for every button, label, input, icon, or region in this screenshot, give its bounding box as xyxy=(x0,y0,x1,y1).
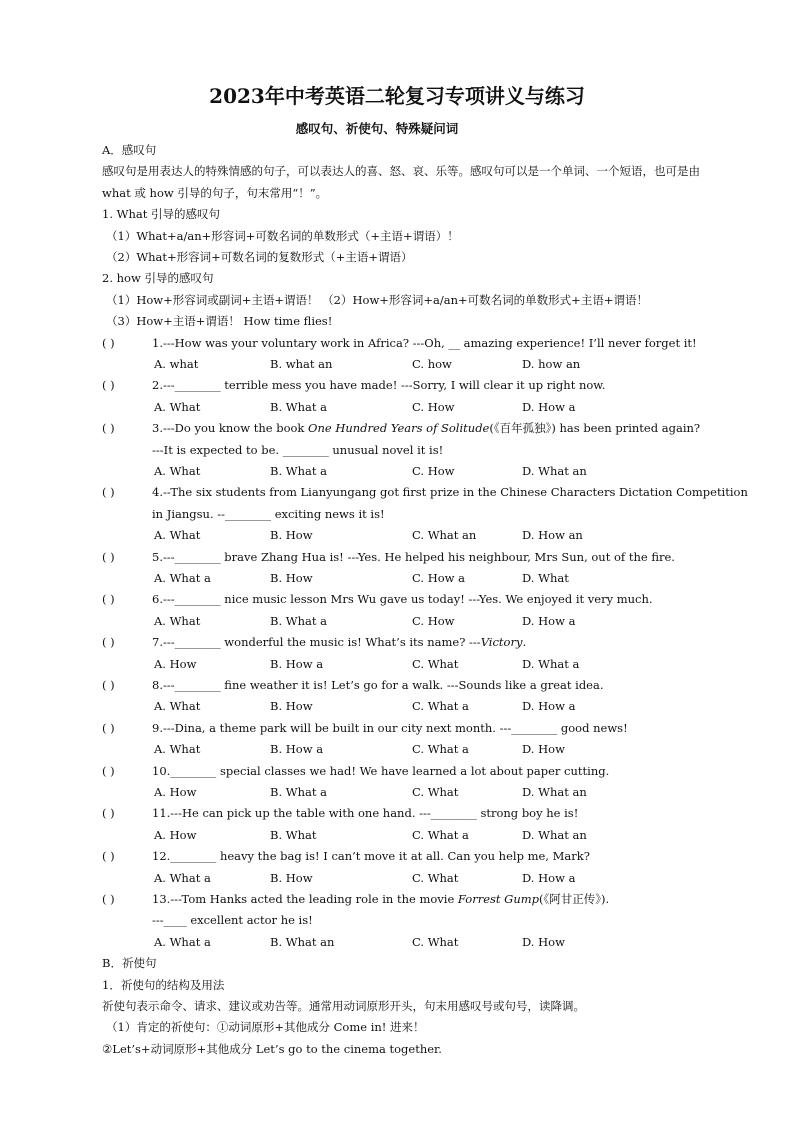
question-item xyxy=(102,846,722,889)
option-row xyxy=(102,525,722,546)
answer-option[interactable]: D. What a xyxy=(522,656,580,671)
answer-option[interactable]: D. How xyxy=(522,742,565,757)
option-row xyxy=(102,654,722,675)
question-number: 6. xyxy=(152,592,163,607)
question-number: 9. xyxy=(152,720,163,735)
question-continuation: ---It is expected to be. ________ unusual novel it is! xyxy=(152,442,444,457)
option-row xyxy=(102,696,722,717)
answer-option[interactable]: B. what an xyxy=(270,357,333,372)
answer-option[interactable]: D. How xyxy=(522,934,565,949)
answer-option[interactable]: D. How a xyxy=(522,699,576,714)
question-stem xyxy=(102,889,722,910)
question-text: ---Do you know the book xyxy=(162,421,309,436)
answer-option[interactable]: A. what xyxy=(154,357,199,372)
answer-option[interactable]: B. How xyxy=(270,870,313,885)
answer-option[interactable]: C. What xyxy=(412,656,459,671)
answer-option[interactable]: B. How a xyxy=(270,742,324,757)
question-stem xyxy=(102,482,748,503)
question-stem xyxy=(102,418,722,439)
question-stem xyxy=(102,632,722,653)
question-italic-title: Victory xyxy=(480,635,523,650)
answer-option[interactable]: B. How a xyxy=(270,656,324,671)
question-item xyxy=(102,675,722,718)
question-number: 1. xyxy=(152,335,163,350)
what-rule-2: （2）What+形容词+可数名词的复数形式（+主语+谓语） xyxy=(106,250,413,265)
answer-option[interactable]: A. How xyxy=(154,827,197,842)
answer-blank[interactable]: ( ) xyxy=(102,485,115,500)
question-text: ---Tom Hanks acted the leading role in the movie xyxy=(170,892,458,907)
answer-option[interactable]: A. What xyxy=(154,399,201,414)
answer-option[interactable]: D. how an xyxy=(522,357,581,372)
answer-blank[interactable]: ( ) xyxy=(102,549,115,564)
question-item xyxy=(102,547,722,590)
answer-option[interactable]: D. How a xyxy=(522,613,576,628)
answer-option[interactable]: D. What an xyxy=(522,827,587,842)
how-heading: 2. how 引导的感叹句 xyxy=(102,271,214,286)
question-stem xyxy=(102,547,722,568)
question-item xyxy=(102,589,722,632)
question-stem xyxy=(102,846,722,867)
option-row xyxy=(102,397,722,418)
answer-option[interactable]: D. What an xyxy=(522,785,587,800)
answer-blank[interactable]: ( ) xyxy=(102,421,115,436)
answer-blank[interactable]: ( ) xyxy=(102,635,115,650)
answer-blank[interactable]: ( ) xyxy=(102,678,115,693)
answer-option[interactable]: C. how xyxy=(412,357,452,372)
option-row xyxy=(102,611,722,632)
answer-option[interactable]: A. How xyxy=(154,785,197,800)
answer-option[interactable]: B. How xyxy=(270,528,313,543)
question-number: 8. xyxy=(152,678,163,693)
answer-option[interactable]: C. What a xyxy=(412,699,469,714)
question-item xyxy=(102,333,722,376)
question-stem xyxy=(102,761,722,782)
section-a-heading: A．感叹句 xyxy=(102,143,157,157)
question-stem xyxy=(102,375,722,396)
document-body xyxy=(102,140,748,1060)
question-text: ---He can pick up the table with one hand. ---________ strong boy he is! xyxy=(170,806,579,821)
answer-option[interactable]: A. How xyxy=(154,656,197,671)
page-title: 2023年中考英语二轮复习专项讲义与练习 xyxy=(209,84,585,108)
question-number: 4. xyxy=(152,485,163,500)
question-text: ---________ terrible mess you have made! ---Sorry, I will clear it up right now. xyxy=(162,378,606,393)
question-item xyxy=(102,803,722,846)
answer-option[interactable]: B. What a xyxy=(270,613,327,628)
answer-blank[interactable]: ( ) xyxy=(102,378,115,393)
question-text: ---________ wonderful the music is! What’s its name? --- xyxy=(162,635,481,650)
question-stem xyxy=(102,589,722,610)
answer-blank[interactable]: ( ) xyxy=(102,763,115,778)
section-b-rule-2: ②Let’s+动词原形+其他成分 Let’s go to the cinema together. xyxy=(102,1041,442,1056)
answer-option[interactable]: C. How a xyxy=(412,571,466,586)
answer-option[interactable]: C. What a xyxy=(412,827,469,842)
question-stem xyxy=(102,803,722,824)
answer-option[interactable]: A. What a xyxy=(154,870,211,885)
question-number: 13. xyxy=(152,892,171,907)
section-b-description: 祈使句表示命令、请求、建议或劝告等。通常用动词原形开头，句末用感叹号或句号，读降调。 xyxy=(102,999,585,1014)
question-stem xyxy=(102,675,722,696)
option-row xyxy=(102,932,722,953)
question-item xyxy=(102,375,722,418)
question-item xyxy=(102,718,722,761)
section-b-heading: B．祈使句 xyxy=(102,956,157,971)
answer-option[interactable]: A. What a xyxy=(154,934,211,949)
answer-option[interactable]: D. What xyxy=(522,571,569,586)
question-continuation: ---____ excellent actor he is! xyxy=(152,913,313,928)
answer-blank[interactable]: ( ) xyxy=(102,892,115,907)
answer-option[interactable]: B. What a xyxy=(270,785,327,800)
question-item xyxy=(102,632,722,675)
how-rules-1-2: （1）How+形容词或副词+主语+谓语！ （2）How+形容词+a/an+可数名词的单数形式+主语+谓语！ xyxy=(106,292,648,307)
answer-option[interactable]: B. What an xyxy=(270,934,335,949)
answer-option[interactable]: B. How xyxy=(270,571,313,586)
answer-option[interactable]: C. What xyxy=(412,870,459,885)
question-text: ---________ brave Zhang Hua is! ---Yes. He helped his neighbour, Mrs Sun, out of the fire. xyxy=(162,549,675,564)
answer-option[interactable]: C. What xyxy=(412,934,459,949)
answer-option[interactable]: A. What xyxy=(154,699,201,714)
question-number: 11. xyxy=(152,806,171,821)
what-heading: 1. What 引导的感叹句 xyxy=(102,207,220,222)
answer-option[interactable]: D. How a xyxy=(522,399,576,414)
question-text-end: (《百年孤独》) has been printed again? xyxy=(489,421,701,436)
question-number: 2. xyxy=(152,378,163,393)
question-item xyxy=(102,761,722,804)
answer-option[interactable]: D. How a xyxy=(522,870,576,885)
question-italic-title: One Hundred Years of Solitude xyxy=(308,421,490,436)
answer-option[interactable]: D. How an xyxy=(522,528,583,543)
question-text-end: . xyxy=(522,635,527,650)
option-row xyxy=(102,461,722,482)
section-a-intro: 感叹句是用表达人的特殊情感的句子，可以表达人的喜、怒、哀、乐等。感叹句可以是一个单词、一个短语，也可是由 what 或 how 引导的句子，句末常用“！”。 xyxy=(102,164,700,200)
answer-option[interactable]: A. What xyxy=(154,742,201,757)
answer-option[interactable]: C. How xyxy=(412,464,455,479)
section-b-rule-1: （1）肯定的祈使句：①动词原形+其他成分 Come in! 进来！ xyxy=(106,1020,425,1035)
question-text: ---How was your voluntary work in Africa? ---Oh, __ amazing experience! I’ll never forget it! xyxy=(162,335,697,350)
question-number: 10. xyxy=(152,763,171,778)
question-number: 12. xyxy=(152,849,171,864)
answer-option[interactable]: C. How xyxy=(412,399,455,414)
answer-option[interactable]: A. What a xyxy=(154,571,211,586)
page-subtitle: 感叹句、祈使句、特殊疑问词 xyxy=(295,121,459,136)
question-number: 7. xyxy=(152,635,163,650)
question-item xyxy=(102,418,722,482)
answer-option[interactable]: D. What an xyxy=(522,464,587,479)
question-text: ---________ nice music lesson Mrs Wu gave us today! ---Yes. We enjoyed it very much. xyxy=(162,592,653,607)
question-list xyxy=(102,333,748,954)
answer-blank[interactable]: ( ) xyxy=(102,806,115,821)
answer-blank[interactable]: ( ) xyxy=(102,592,115,607)
question-stem xyxy=(102,333,722,354)
question-text-end: (《阿甘正传》). xyxy=(539,892,610,907)
question-text: --The six students from Lianyungang got first prize in the Chinese Characters Dictation Competition xyxy=(162,485,748,500)
answer-blank[interactable]: ( ) xyxy=(102,720,115,735)
answer-option[interactable]: C. What xyxy=(412,785,459,800)
option-row xyxy=(102,739,722,760)
question-text: ________ special classes we had! We have learned a lot about paper cutting. xyxy=(170,763,610,778)
question-item xyxy=(102,889,722,953)
what-rule-1: （1）What+a/an+形容词+可数名词的单数形式（+主语+谓语）！ xyxy=(106,228,459,243)
option-row xyxy=(102,825,722,846)
answer-option[interactable]: B. What a xyxy=(270,399,327,414)
option-row xyxy=(102,782,722,803)
answer-option[interactable]: A. What xyxy=(154,613,201,628)
question-text: ________ heavy the bag is! I can’t move it at all. Can you help me, Mark? xyxy=(170,849,590,864)
question-continuation: in Jiangsu. --________ exciting news it is! xyxy=(152,506,385,521)
question-number: 3. xyxy=(152,421,163,436)
question-stem xyxy=(102,718,722,739)
answer-option[interactable]: A. What xyxy=(154,528,201,543)
answer-blank[interactable]: ( ) xyxy=(102,335,115,350)
answer-option[interactable]: B. What xyxy=(270,827,317,842)
question-text: ---________ fine weather it is! Let’s go for a walk. ---Sounds like a great idea. xyxy=(162,678,604,693)
option-row xyxy=(102,868,722,889)
question-text: ---Dina, a theme park will be built in our city next month. ---________ good news! xyxy=(162,720,628,735)
answer-blank[interactable]: ( ) xyxy=(102,849,115,864)
answer-option[interactable]: C. How xyxy=(412,613,455,628)
answer-option[interactable]: B. How xyxy=(270,699,313,714)
section-b-subheading: 1．祈使句的结构及用法 xyxy=(102,977,225,992)
answer-option[interactable]: C. What an xyxy=(412,528,477,543)
answer-option[interactable]: A. What xyxy=(154,464,201,479)
question-italic-title: Forrest Gump xyxy=(457,892,540,907)
option-row xyxy=(102,568,722,589)
how-rule-3: （3）How+主语+谓语！ How time flies! xyxy=(106,314,333,329)
question-number: 5. xyxy=(152,549,163,564)
question-item xyxy=(102,482,748,546)
answer-option[interactable]: C. What a xyxy=(412,742,469,757)
answer-option[interactable]: B. What a xyxy=(270,464,327,479)
option-row xyxy=(102,354,722,375)
